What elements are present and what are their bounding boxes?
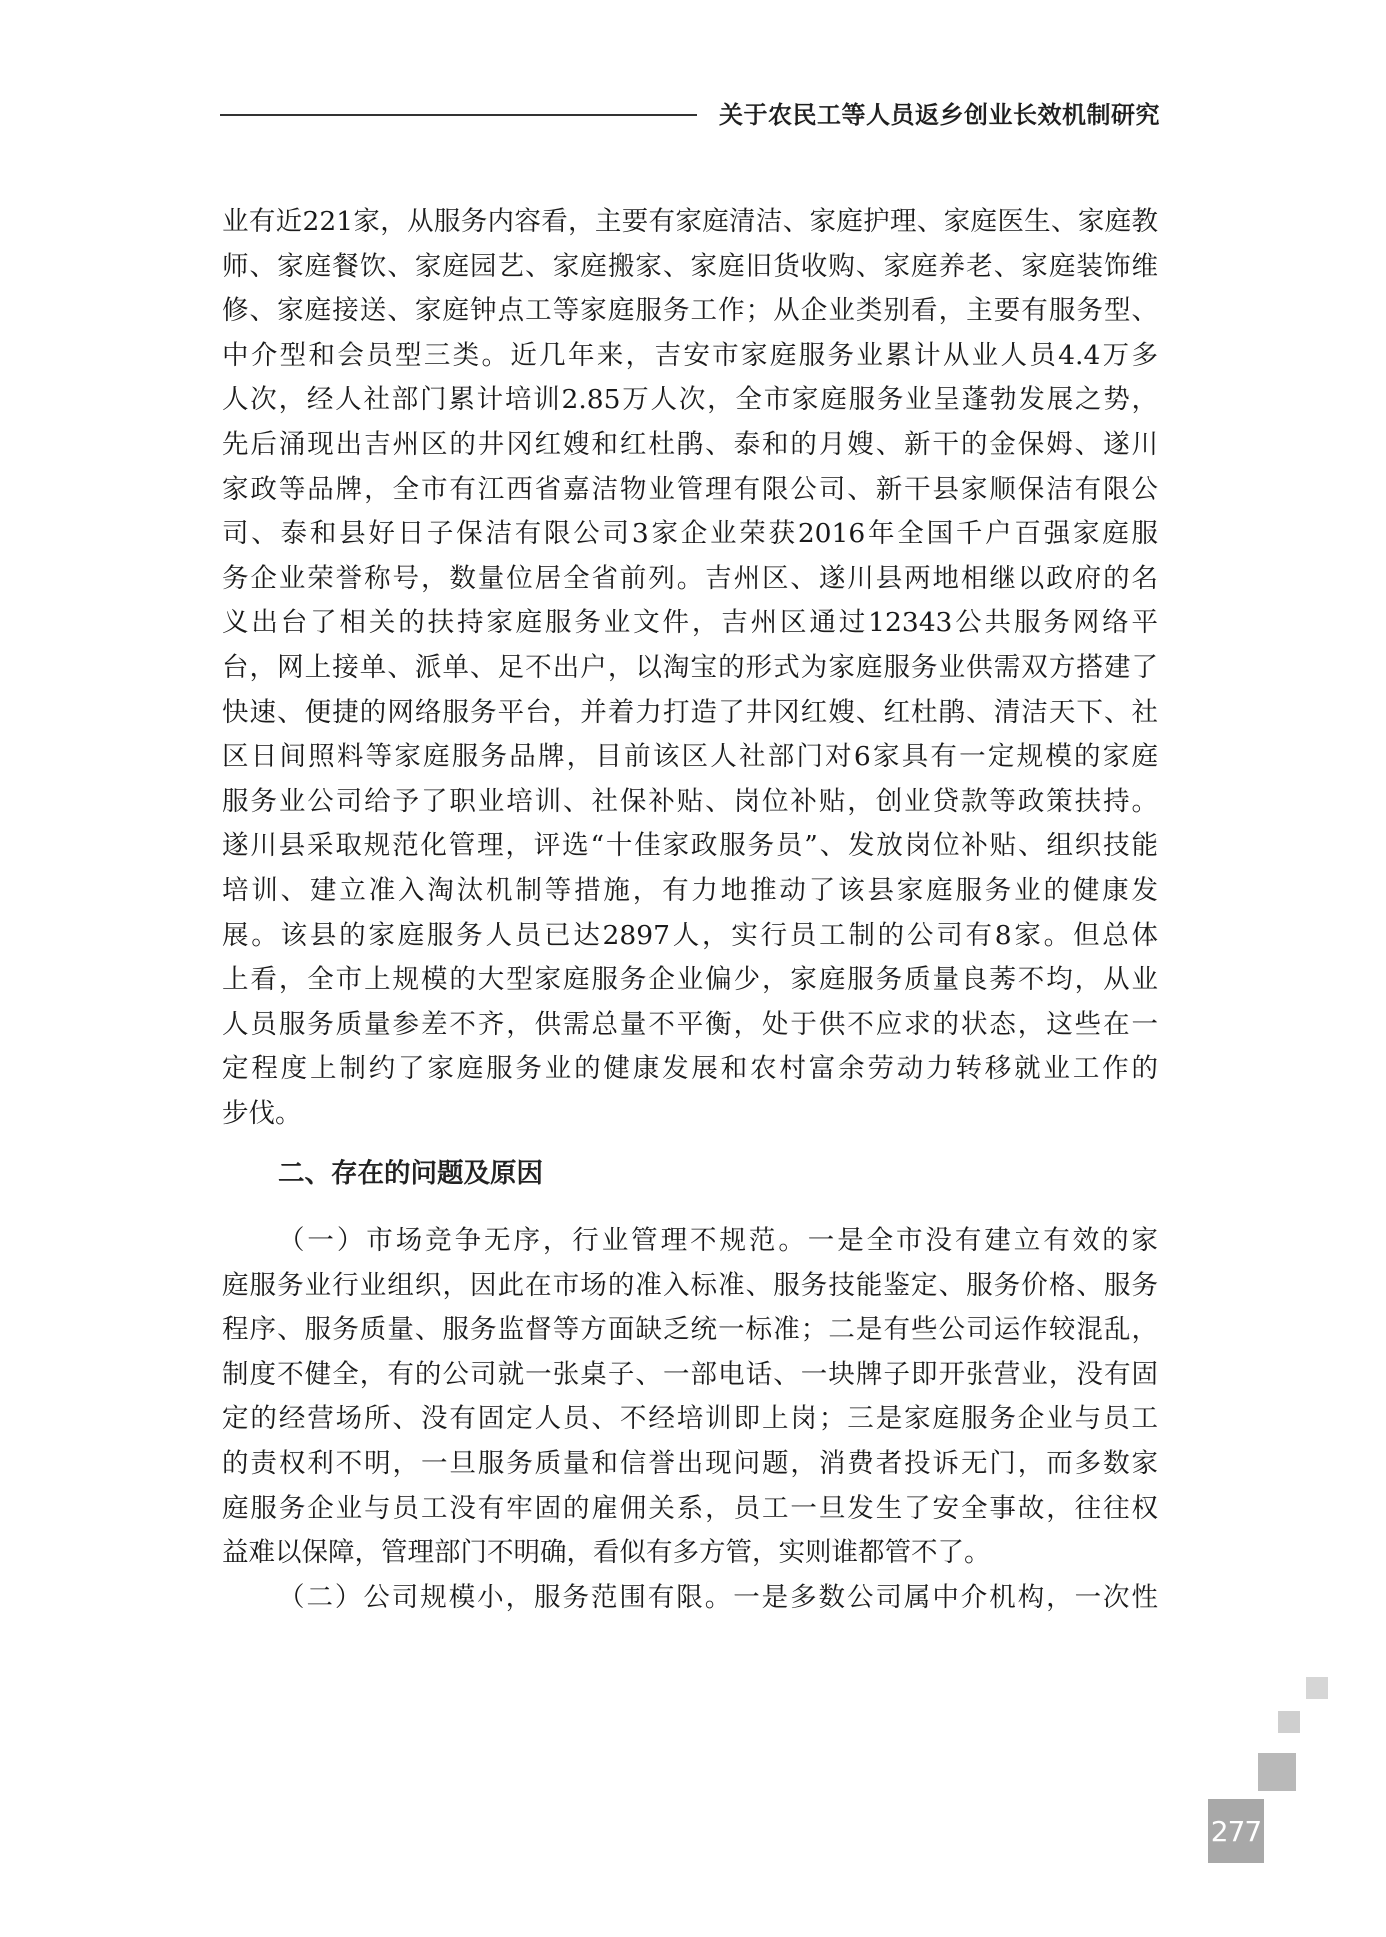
page-corner-decoration bbox=[1186, 1677, 1386, 1937]
page-number-box bbox=[1208, 1799, 1264, 1863]
text-line: 义出台了相关的扶持家庭服务业文件，吉州区通过12343公共服务网络平 bbox=[222, 607, 1158, 639]
paragraph-2 bbox=[222, 1219, 1158, 1576]
text-line: 程序、服务质量、服务监督等方面缺乏统一标准；二是有些公司运作较混乱， bbox=[222, 1314, 1158, 1346]
text-line: 定程度上制约了家庭服务业的健康发展和农村富余劳动力转移就业工作的 bbox=[222, 1053, 1158, 1085]
decorative-square bbox=[1306, 1677, 1328, 1699]
text-line: （一）市场竞争无序，行业管理不规范。一是全市没有建立有效的家 bbox=[278, 1225, 1158, 1257]
decorative-square bbox=[1258, 1753, 1296, 1791]
text-line: 遂川县采取规范化管理，评选“十佳家政服务员”、发放岗位补贴、组织技能 bbox=[222, 830, 1158, 862]
text-line: 的责权利不明，一旦服务质量和信誉出现问题，消费者投诉无门，而多数家 bbox=[222, 1448, 1158, 1480]
text-line: 区日间照料等家庭服务品牌，目前该区人社部门对6家具有一定规模的家庭 bbox=[222, 741, 1158, 773]
text-line: 修、家庭接送、家庭钟点工等家庭服务工作；从企业类别看，主要有服务型、 bbox=[222, 295, 1158, 327]
text-line: 家政等品牌，全市有江西省嘉洁物业管理有限公司、新干县家顺保洁有限公 bbox=[222, 473, 1158, 505]
text-line: 制度不健全，有的公司就一张桌子、一部电话、一块牌子即开张营业，没有固 bbox=[222, 1358, 1158, 1390]
text-line: 展。该县的家庭服务人员已达2897人，实行员工制的公司有8家。但总体 bbox=[222, 919, 1158, 951]
text-line: 中介型和会员型三类。近几年来，吉安市家庭服务业累计从业人员4.4万多 bbox=[222, 339, 1158, 371]
text-line: 快速、便捷的网络服务平台，并着力打造了井冈红嫂、红杜鹃、清洁天下、社 bbox=[222, 696, 1158, 728]
text-line: 人次，经人社部门累计培训2.85万人次，全市家庭服务业呈蓬勃发展之势， bbox=[222, 384, 1158, 416]
header-rule bbox=[220, 114, 697, 116]
text-line: （二）公司规模小，服务范围有限。一是多数公司属中介机构，一次性 bbox=[278, 1581, 1158, 1613]
text-line: 庭服务业行业组织，因此在市场的准入标准、服务技能鉴定、服务价格、服务 bbox=[222, 1269, 1158, 1301]
text-line: 业有近221家，从服务内容看，主要有家庭清洁、家庭护理、家庭医生、家庭教 bbox=[222, 206, 1158, 237]
running-header bbox=[220, 92, 1160, 132]
page-number: 277 bbox=[1210, 1814, 1262, 1848]
text-line: 务企业荣誉称号，数量位居全省前列。吉州区、遂川县两地相继以政府的名 bbox=[222, 562, 1158, 594]
paragraph-1 bbox=[222, 200, 1158, 1136]
header-title: 关于农民工等人员返乡创业长效机制研究 bbox=[719, 100, 1160, 129]
body-text bbox=[222, 200, 1158, 1620]
text-line: 庭服务企业与员工没有牢固的雇佣关系，员工一旦发生了安全事故，往往权 bbox=[222, 1492, 1158, 1524]
text-line: 服务业公司给予了职业培训、社保补贴、岗位补贴，创业贷款等政策扶持。 bbox=[222, 785, 1158, 817]
text-line: 先后涌现出吉州区的井冈红嫂和红杜鹃、泰和的月嫂、新干的金保姆、遂川 bbox=[222, 428, 1158, 460]
decorative-square bbox=[1278, 1711, 1300, 1733]
text-line: 益难以保障，管理部门不明确，看似有多方管，实则谁都管不了。 bbox=[222, 1537, 991, 1569]
section-heading: 二、存在的问题及原因 bbox=[278, 1158, 543, 1190]
text-line: 人员服务质量参差不齐，供需总量不平衡，处于供不应求的状态，这些在一 bbox=[222, 1008, 1158, 1040]
text-line: 步伐。 bbox=[222, 1097, 302, 1129]
text-line: 定的经营场所、没有固定人员、不经培训即上岗；三是家庭服务企业与员工 bbox=[222, 1403, 1158, 1435]
text-line: 司、泰和县好日子保洁有限公司3家企业荣获2016年全国千户百强家庭服 bbox=[222, 518, 1158, 550]
text-line: 师、家庭餐饮、家庭园艺、家庭搬家、家庭旧货收购、家庭养老、家庭装饰维 bbox=[222, 250, 1158, 282]
text-line: 培训、建立准入淘汰机制等措施，有力地推动了该县家庭服务业的健康发 bbox=[222, 874, 1158, 906]
text-line: 上看，全市上规模的大型家庭服务企业偏少，家庭服务质量良莠不均，从业 bbox=[222, 964, 1158, 996]
paragraph-3 bbox=[222, 1576, 1158, 1621]
text-line: 台，网上接单、派单、足不出户，以淘宝的形式为家庭服务业供需双方搭建了 bbox=[222, 651, 1158, 683]
